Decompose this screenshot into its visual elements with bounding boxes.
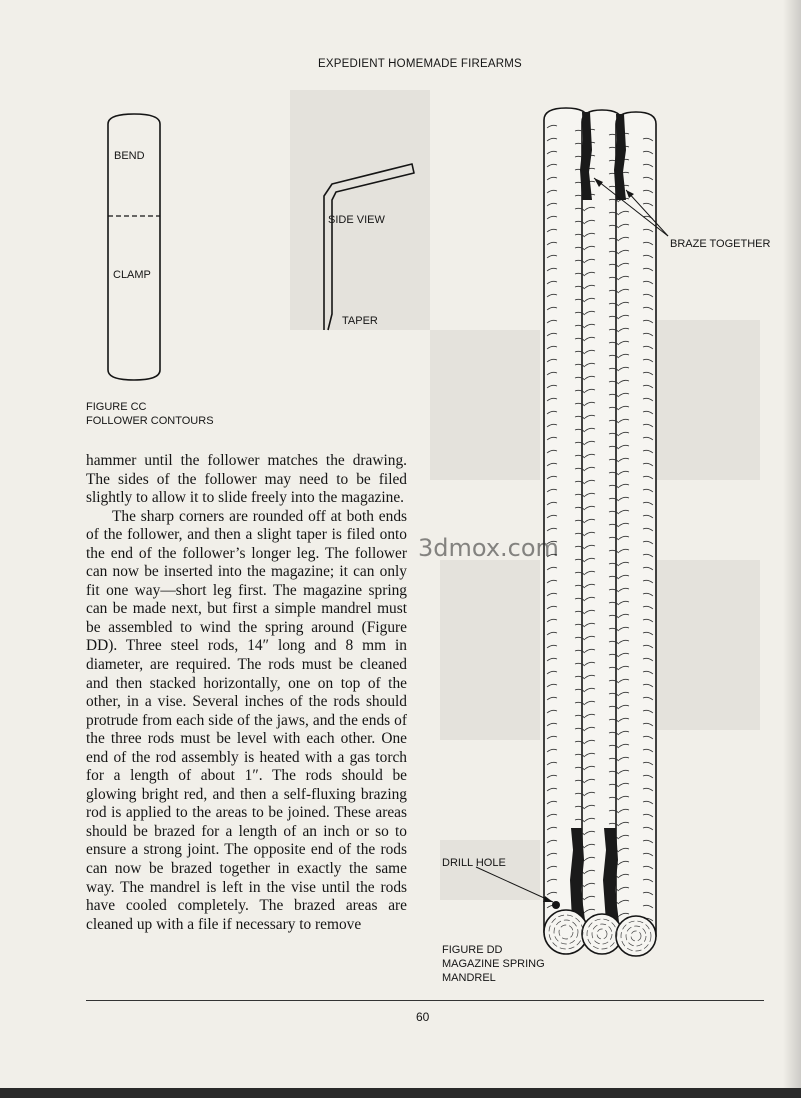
drill-hole: [552, 901, 560, 909]
paragraph-2: The sharp corners are rounded off at both ends of the follower, and then a slight taper is filed onto the end of the follower’s longer leg. The follower can now be inserted into the magazine; it can only fit one way—short leg first. The magazine spring can be made next, but first a simple mandrel must be assembled to wind the spring around (Figure DD). Three steel rods, 14″ long and 8 mm in diameter, are required. The rods must be cleaned and then stacked horizontally, one on top of the other, in a vise. Several inches of the rods should protrude from each side of the jaws, and the ends of the three rods must be level with each other. One end of the rod assembly is heated with a gas torch for a length of about 1″. The rods should be glowing bright red, and then a self-fluxing brazing rod is applied to the areas to be joined. These areas should be brazed for a length of an inch or so to ensure a strong joint. The opposite end of the rods can now be brazed together in exactly the same way. The mandrel is left in the vise until the rods have cooled completely. The brazed areas are cleaned up with a file if necessary to remove: [86, 507, 407, 933]
page-number: 60: [416, 1010, 430, 1024]
rod-end-right: [616, 916, 656, 956]
figure-cc-caption-line1: FIGURE CC: [86, 401, 147, 413]
figure-dd-caption-line3: MANDREL: [442, 972, 496, 984]
clamp-label: CLAMP: [113, 269, 151, 281]
scan-edge: [0, 1088, 801, 1098]
drill-hole-label: DRILL HOLE: [442, 857, 506, 869]
running-head: EXPEDIENT HOMEMADE FIREARMS: [318, 58, 522, 70]
braze-together-label: BRAZE TOGETHER: [670, 238, 771, 250]
bend-label: BEND: [114, 150, 145, 162]
figure-dd-caption-line1: FIGURE DD: [442, 944, 503, 956]
drill-leader: [476, 867, 553, 902]
paragraph-1: hammer until the follower matches the drawing. The sides of the follower may need to be filed slightly to allow it to slide freely into the magazine.: [86, 452, 407, 507]
figure-dd-caption-line2: MAGAZINE SPRING: [442, 958, 545, 970]
figure-dd-caption: [442, 943, 545, 985]
figure-cc-caption-line2: FOLLOWER CONTOURS: [86, 415, 214, 427]
side-view-label: SIDE VIEW: [328, 214, 385, 226]
footer-rule: [86, 1000, 764, 1001]
taper-label: TAPER: [342, 315, 378, 327]
watermark: 3dmox.com: [418, 534, 559, 562]
